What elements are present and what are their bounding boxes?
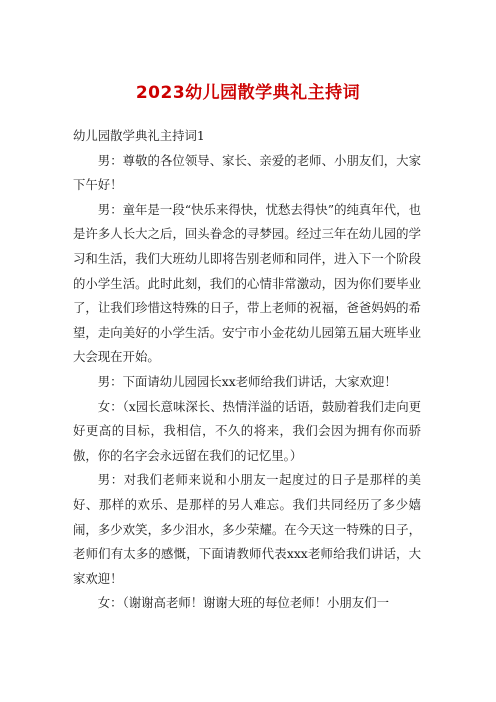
paragraph: 女：（x园长意味深长、热情洋溢的话语，鼓励着我们走向更好更高的目标，我相信，不久的将来，我们会因为拥有你而骄傲，你的名字会永远留在我们的记忆里。）: [73, 398, 421, 463]
paragraph: 男：下面请幼儿园园长xx老师给我们讲话，大家欢迎！: [97, 373, 397, 389]
document-body: [73, 124, 421, 616]
document-subtitle: 幼儿园散学典礼主持词1: [73, 128, 205, 143]
paragraph: 男：对我们老师来说和小朋友一起度过的日子是那样的美好、那样的欢乐、是那样的另人难忘。我们共同经历了多少嬉闹，多少欢笑，多少泪水，多少荣耀。在今天这一特殊的日子，老师们有太多的感慨，下面请教师代表xxx老师给我们讲话，大家欢迎！: [73, 472, 421, 586]
paragraph: 女：（谢谢高老师！谢谢大班的每位老师！小朋友们一: [97, 595, 389, 611]
document-title: 2023幼儿园散学典礼主持词: [135, 83, 361, 103]
paragraph: 男：尊敬的各位领导、家长、亲爱的老师、小朋友们，大家下午好！: [73, 152, 421, 193]
paragraph: 男：童年是一段“快乐来得快，忧愁去得快”的纯真年代，也是许多人长大之后，回头眷念的寻梦园。经过三年在幼儿园的学习和生活，我们大班幼儿即将告别老师和同伴，进入下一个阶段的小学生活。此时此刻，我们的心情非常激动，因为你们要毕业了，让我们珍惜这特殊的日子，带上老师的祝福，爸爸妈妈的希望，走向美好的小学生活。安宁市小金花幼儿园第五届大班毕业大会现在开始。: [73, 201, 421, 365]
